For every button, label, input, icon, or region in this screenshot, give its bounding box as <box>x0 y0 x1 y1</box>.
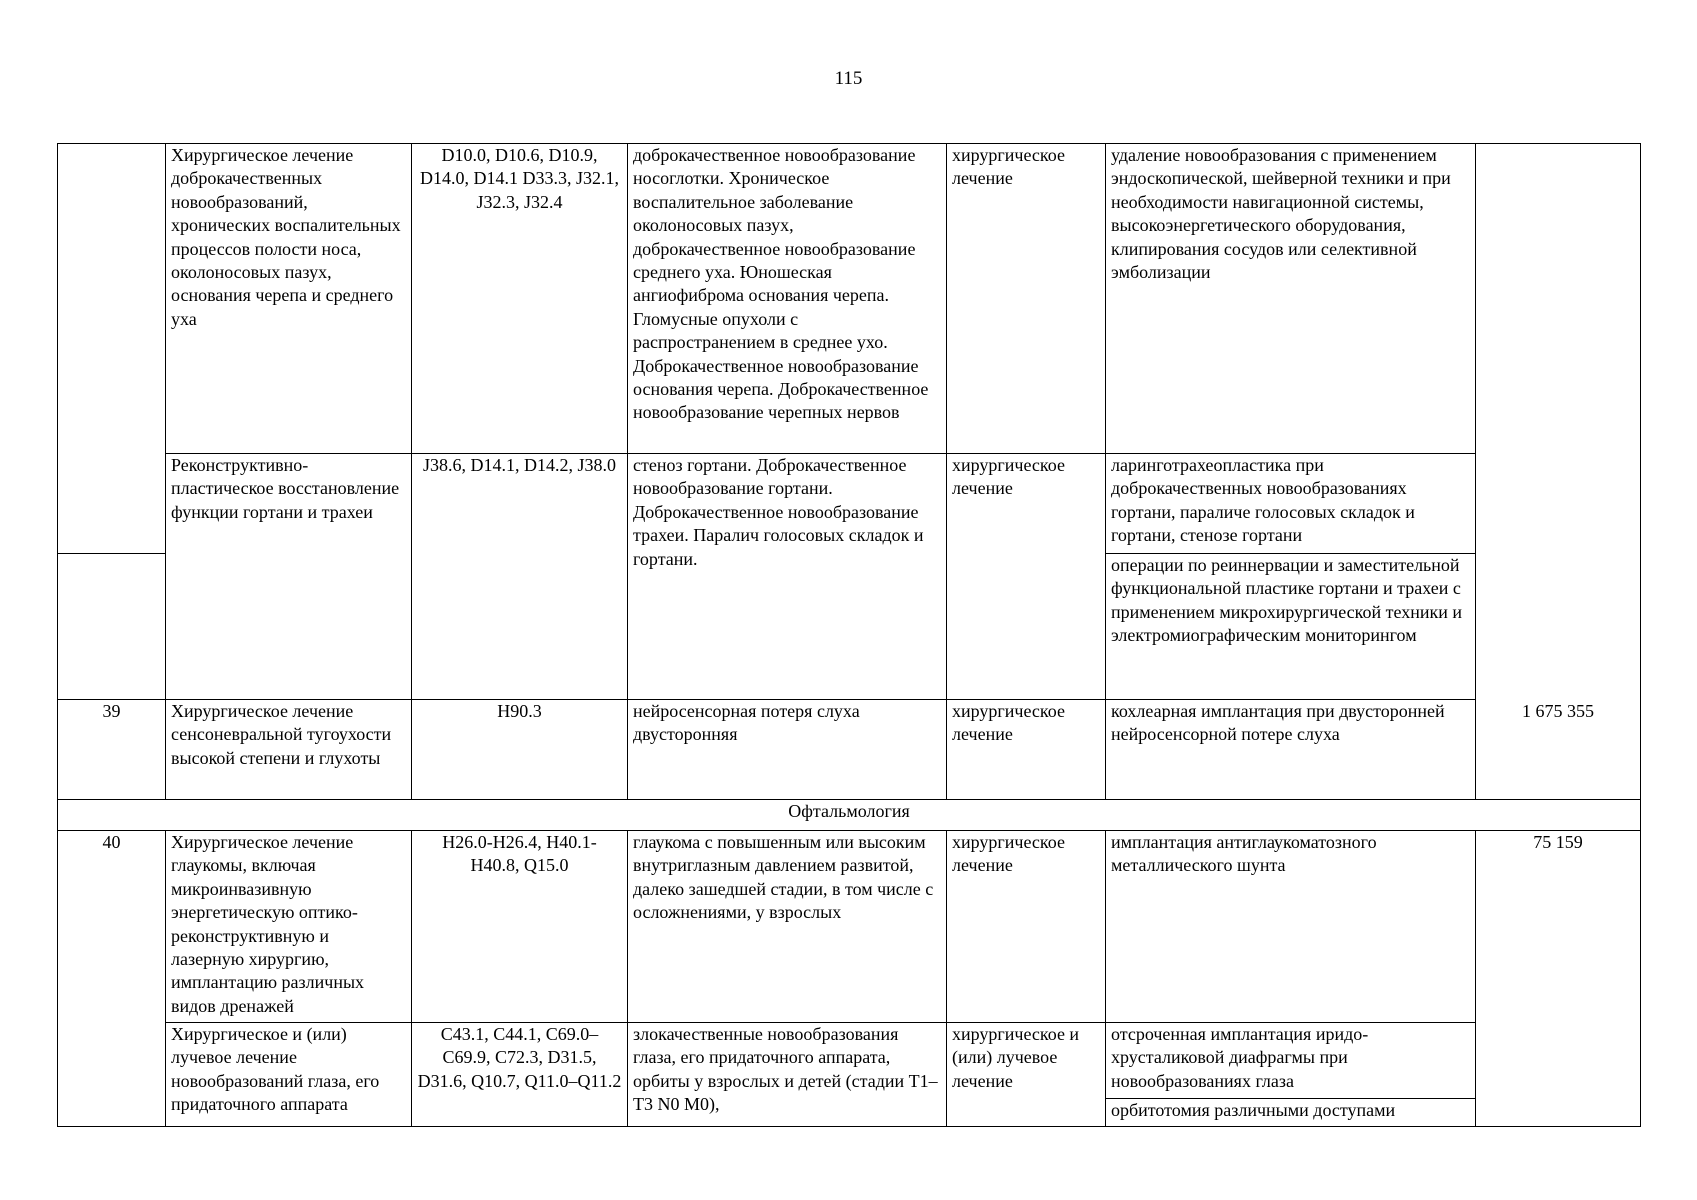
treatment-type-cell: хирургическое лечение <box>947 454 1106 700</box>
treatment-method-cell: операции по реиннервации и заместительной функциональной пластике гортани и трахеи с применением микрохирургической техники и электромиографическим мониторингом <box>1106 554 1476 700</box>
row-number-cell: 40 <box>58 831 166 1127</box>
cost-value: 1 675 355 <box>1522 701 1594 721</box>
cost-cell: 75 159 <box>1476 831 1641 1127</box>
cost-cell <box>1476 144 1641 800</box>
care-name-cell: Хирургическое лечение сенсоневральной тугоухости высокой степени и глухоты <box>166 700 412 800</box>
table-row <box>58 144 1641 454</box>
patient-model-cell: злокачественные новообразования глаза, его придаточного аппарата, орбиты у взрослых и детей (стадии T1–T3 N0 M0), <box>628 1023 947 1127</box>
care-name-cell: Хирургическое лечение доброкачественных новообразований, хронических воспалительных процессов полости носа, околоносовых пазух, основания черепа и среднего уха <box>166 144 412 454</box>
care-name-cell: Хирургическое лечение глаукомы, включая микроинвазивную энергетическую оптико-реконструктивную и лазерную хирургию, имплантацию различных видов дренажей <box>166 831 412 1023</box>
care-name-cell: Хирургическое и (или) лучевое лечение новообразований глаза, его придаточного аппарата <box>166 1023 412 1127</box>
treatment-method-cell: удаление новообразования с применением эндоскопической, шейверной техники и при необходимости навигационной системы, высокоэнергетического оборудования, клипирования сосудов или селективной эмболизации <box>1106 144 1476 454</box>
patient-model-cell: доброкачественное новообразование носоглотки. Хроническое воспалительное заболевание околоносовых пазух, доброкачественное новообразование среднего уха. Юношеская ангиофиброма основания черепа. Гломусные опухоли с распространением в среднее ухо. Доброкачественное новообразование основания черепа. Доброкачественное новообразование черепных нервов <box>628 144 947 454</box>
section-title: Офтальмология <box>58 800 1641 831</box>
table-row <box>58 831 1641 1023</box>
icd-codes-cell: J38.6, D14.1, D14.2, J38.0 <box>412 454 628 700</box>
table-row <box>58 1023 1641 1099</box>
treatment-method-cell: орбитотомия различными доступами <box>1106 1099 1476 1127</box>
treatment-method-cell: имплантация антиглаукоматозного металлического шунта <box>1106 831 1476 1023</box>
icd-codes-cell: D10.0, D10.6, D10.9, D14.0, D14.1 D33.3, J32.1, J32.3, J32.4 <box>412 144 628 454</box>
treatment-method-cell: ларинготрахеопластика при доброкачественных новообразованиях гортани, параличе голосовых складок и гортани, стенозе гортани <box>1106 454 1476 554</box>
icd-codes-cell: H26.0-H26.4, H40.1- H40.8, Q15.0 <box>412 831 628 1023</box>
medical-care-table <box>57 143 1641 1127</box>
row-number-cell: 39 <box>58 700 166 800</box>
treatment-type-cell: хирургическое лечение <box>947 144 1106 454</box>
row-number-cell <box>58 144 166 554</box>
row-number-cell <box>58 554 166 700</box>
treatment-type-cell: хирургическое лечение <box>947 831 1106 1023</box>
page-number: 115 <box>834 68 863 89</box>
treatment-method-cell: отсроченная имплантация иридо-хрусталиковой диафрагмы при новообразованиях глаза <box>1106 1023 1476 1099</box>
icd-codes-cell: H90.3 <box>412 700 628 800</box>
treatment-method-cell: кохлеарная имплантация при двусторонней нейросенсорной потере слуха <box>1106 700 1476 800</box>
treatment-type-cell: хирургическое и (или) лучевое лечение <box>947 1023 1106 1127</box>
patient-model-cell: нейросенсорная потеря слуха двусторонняя <box>628 700 947 800</box>
icd-codes-cell: C43.1, C44.1, C69.0–C69.9, C72.3, D31.5, D31.6, Q10.7, Q11.0–Q11.2 <box>412 1023 628 1127</box>
section-header-row <box>58 800 1641 831</box>
treatment-type-cell: хирургическое лечение <box>947 700 1106 800</box>
care-name-cell: Реконструктивно-пластическое восстановление функции гортани и трахеи <box>166 454 412 700</box>
table-row <box>58 454 1641 554</box>
patient-model-cell: стеноз гортани. Доброкачественное новообразование гортани. Доброкачественное новообразование трахеи. Паралич голосовых складок и гортани. <box>628 454 947 700</box>
patient-model-cell: глаукома с повышенным или высоким внутриглазным давлением развитой, далеко зашедшей стадии, в том числе с осложнениями, у взрослых <box>628 831 947 1023</box>
table-row <box>58 700 1641 800</box>
